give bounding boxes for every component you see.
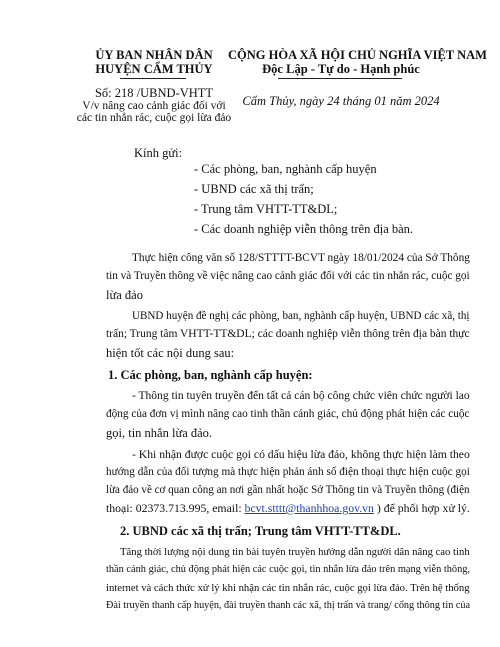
paragraph-2-line: trấn; Trung tâm VHTT-TT&DL; các doanh nghiệp viễn thông trên địa bàn thực xyxy=(106,328,470,340)
paragraph-2-line: UBND huyện đề nghị các phòng, ban, nghành cấp huyện, UBND các xã, thị xyxy=(132,310,470,322)
national-title: CỘNG HÒA XÃ HỘI CHỦ NGHĨA VIỆT NAM xyxy=(228,48,487,62)
recipients-label: Kính gửi: xyxy=(134,146,183,160)
paragraph-1-line: Thực hiện công văn số 128/STTTT-BCVT ngày 18/01/2024 của Sở Thông xyxy=(132,252,470,264)
recipient-item: - Các doanh nghiệp viễn thông trên địa bàn. xyxy=(194,222,414,236)
paragraph-5-line: internet và cách thức xử lý khi nhận các tin nhắn rác, cuộc gọi lừa đảo. Trên hệ thống xyxy=(106,582,470,594)
paragraph-4-contact-line xyxy=(106,502,470,515)
recipient-item: - Các phòng, ban, nghành cấp huyện xyxy=(194,162,377,176)
document-number: Số: 218 /UBND-VHTT xyxy=(94,86,214,100)
paragraph-4-line: hướng dẫn của đối tượng mà thực hiện phản ánh số điện thoại thực hiện cuộc gọi xyxy=(106,466,470,478)
header-right-rule xyxy=(278,78,402,79)
subject-line-2: các tin nhắn rác, cuộc gọi lừa đảo xyxy=(76,112,232,124)
paragraph-5-line: Tăng thời lượng nội dung tin bài tuyên truyền hướng dẫn người dân nâng cao tinh xyxy=(120,546,470,558)
paragraph-3-line: động của đơn vị mình nâng cao tinh thần cảnh giác, chủ động phát hiện các cuộc xyxy=(106,408,470,420)
paragraph-5-line: Đài truyền thanh cấp huyện, đài truyền thanh các xã, thị trấn và trang/ cổng thông tin của xyxy=(106,600,471,611)
section-2-heading: 2. UBND các xã thị trấn; Trung tâm VHTT-TT&DL. xyxy=(120,524,401,538)
email-link[interactable]: bcvt.stttt@thanhhoa.gov.vn xyxy=(244,502,374,515)
recipient-item: - UBND các xã thị trấn; xyxy=(194,182,314,196)
paragraph-5-line: thần cảnh giác, chủ động phát hiện các cuộc gọi, tin nhắn lừa đảo trên mạng viễn thông, xyxy=(106,564,471,575)
paragraph-4-line: lừa đảo về cơ quan công an nơi gần nhất hoặc Sở Thông tin và Truyền thông (điện xyxy=(106,484,470,496)
paragraph-3-line: gọi, tin nhắn lừa đảo. xyxy=(106,426,213,440)
issuing-district: HUYỆN CẨM THỦY xyxy=(95,62,213,76)
contact-prefix: thoại: 02373.713.995, email: xyxy=(106,502,245,515)
date-line: Cẩm Thủy, ngày 24 tháng 01 năm 2024 xyxy=(242,94,440,108)
issuing-organization: ỦY BAN NHÂN DÂN xyxy=(95,48,213,62)
section-1-heading: 1. Các phòng, ban, nghành cấp huyện: xyxy=(108,368,313,382)
national-motto: Độc Lập - Tự do - Hạnh phúc xyxy=(262,62,420,76)
paragraph-1-line: lừa đảo xyxy=(106,288,143,302)
paragraph-2-line: hiện tốt các nội dung sau: xyxy=(106,346,235,360)
header-left-rule xyxy=(120,78,186,79)
paragraph-3-line: - Thông tin tuyên truyền đến tất cả cán bộ công chức viên chức người lao xyxy=(132,390,470,402)
paragraph-1-line: tin và Truyền thông về việc nâng cao cảnh giác đối với các tin nhắn rác, cuộc gọi xyxy=(106,270,470,282)
paragraph-4-line: - Khi nhận được cuộc gọi có dấu hiệu lừa đảo, không thực hiện làm theo xyxy=(132,448,470,461)
recipient-item: - Trung tâm VHTT-TT&DL; xyxy=(194,202,338,216)
subject-line-1: V/v nâng cao cảnh giác đối với xyxy=(82,100,226,112)
contact-suffix: ) để phối hợp xử lý. xyxy=(373,502,470,515)
